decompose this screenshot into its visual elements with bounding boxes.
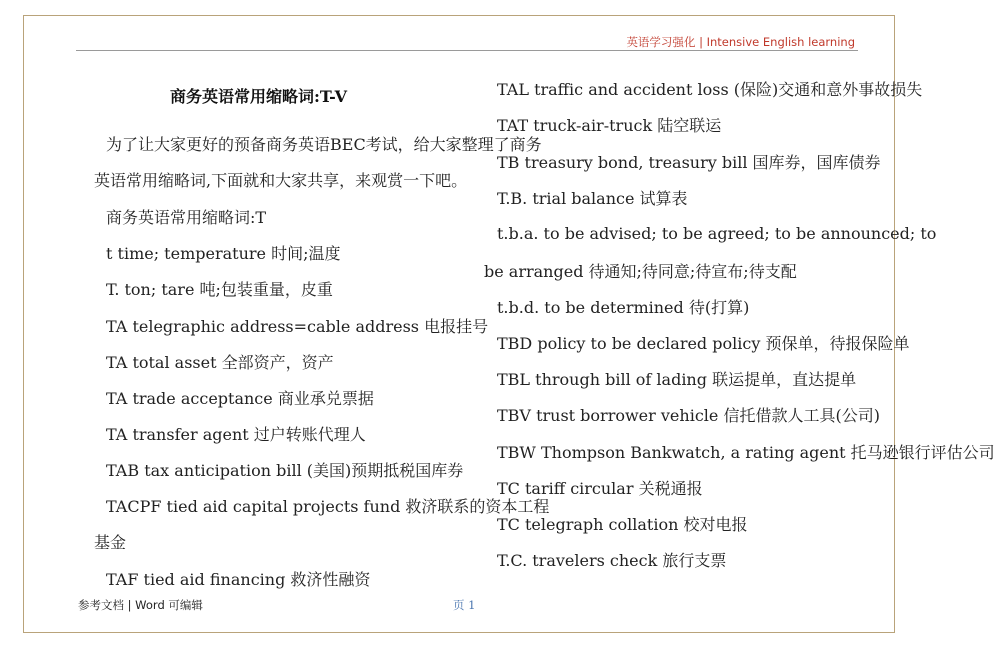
paragraph-line: 英语常用缩略词,下面就和大家共享，来观赏一下吧。 xyxy=(94,171,468,190)
paragraph-line: T.B. trial balance 试算表 xyxy=(497,189,688,208)
paragraph-line: TA total asset 全部资产，资产 xyxy=(106,353,334,372)
paragraph-line: 为了让大家更好的预备商务英语BEC考试，给大家整理了商务 xyxy=(106,135,542,154)
paragraph-line: t.b.a. to be advised; to be agreed; to be announced; to xyxy=(497,224,937,243)
header-text: 英语学习强化 | Intensive English learning xyxy=(626,35,855,49)
document-title: 商务英语常用缩略词:T-V xyxy=(170,87,348,106)
paragraph-line: TBD policy to be declared policy 预保单，待报保险单 xyxy=(497,334,910,353)
paragraph-line: TAB tax anticipation bill (美国)预期抵税国库券 xyxy=(106,461,464,480)
paragraph-line: TA telegraphic address=cable address 电报挂号 xyxy=(106,317,489,336)
paragraph-line: T.C. travelers check 旅行支票 xyxy=(497,551,727,570)
paragraph-line: be arranged 待通知;待同意;待宣布;待支配 xyxy=(484,262,797,281)
paragraph-line: TA transfer agent 过户转账代理人 xyxy=(106,425,366,444)
paragraph-line: TA trade acceptance 商业承兑票据 xyxy=(106,389,374,408)
paragraph-line: TBL through bill of lading 联运提单，直达提单 xyxy=(497,370,857,389)
paragraph-line: TAT truck-air-truck 陆空联运 xyxy=(497,116,722,135)
paragraph-line: TACPF tied aid capital projects fund 救济联系的资本工程 xyxy=(106,497,550,516)
paragraph-line: 商务英语常用缩略词:T xyxy=(106,208,267,227)
paragraph-line: t time; temperature 时间;温度 xyxy=(106,244,341,263)
paragraph-line: TBW Thompson Bankwatch, a rating agent 托马逊银行评估公司 xyxy=(497,443,995,462)
header-divider xyxy=(76,50,858,51)
paragraph-line: TB treasury bond, treasury bill 国库券，国库债券 xyxy=(497,153,881,172)
paragraph-line: TC tariff circular 关税通报 xyxy=(497,479,703,498)
footer-label: 参考文档 | Word 可编辑 xyxy=(78,598,203,612)
paragraph-line: TBV trust borrower vehicle 信托借款人工具(公司) xyxy=(497,406,880,425)
paragraph-line: t.b.d. to be determined 待(打算) xyxy=(497,298,750,317)
paragraph-line: TC telegraph collation 校对电报 xyxy=(497,515,748,534)
paragraph-line: TAF tied aid financing 救济性融资 xyxy=(106,570,371,589)
page-number: 页 1 xyxy=(453,598,476,612)
paragraph-line: TAL traffic and accident loss (保险)交通和意外事故损失 xyxy=(497,80,923,99)
paragraph-line: T. ton; tare 吨;包装重量，皮重 xyxy=(106,280,333,299)
paragraph-line: 基金 xyxy=(94,533,127,552)
